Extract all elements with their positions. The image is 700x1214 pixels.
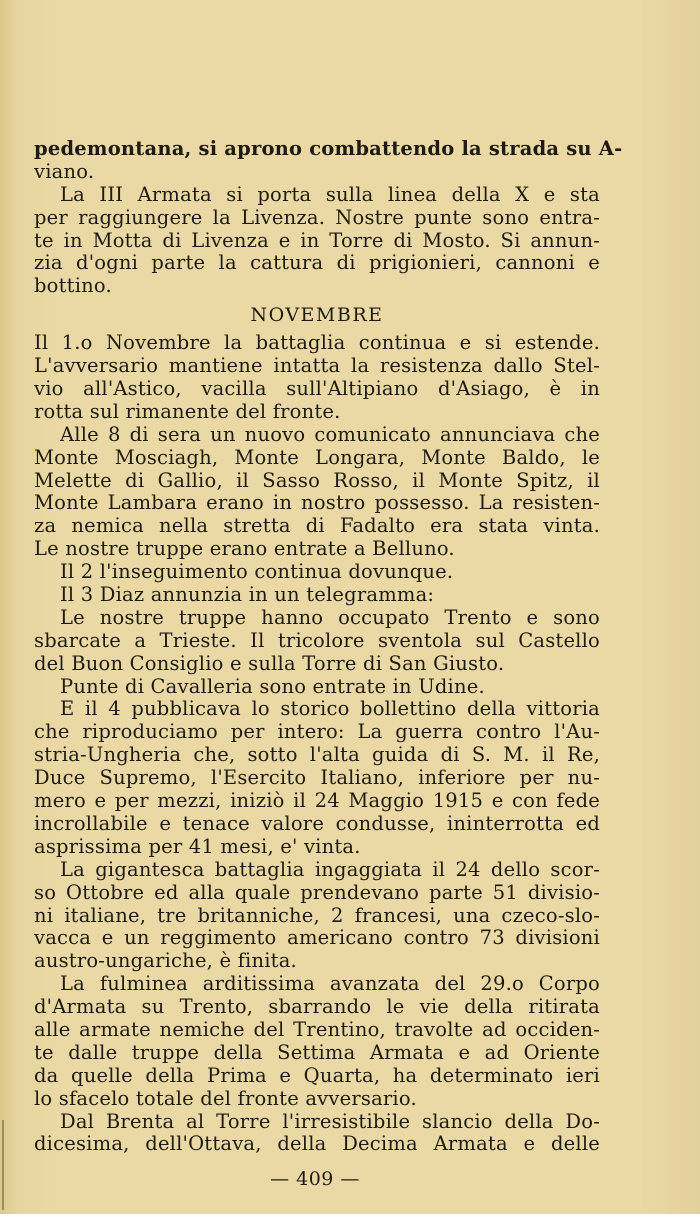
text-line: sbarcate a Trieste. Il tricolore sventola sul Castello — [34, 628, 600, 652]
text-line: lo sfacelo totale del fronte avversario. — [34, 1086, 417, 1110]
section-heading: NOVEMBRE — [250, 304, 384, 327]
text-line: da quelle della Prima e Quarta, ha determinato ieri — [34, 1063, 600, 1087]
text-line: Alle 8 di sera un nuovo comunicato annunciava che — [60, 422, 600, 446]
text-line: Duce Supremo, l'Esercito Italiano, inferiore per nu- — [34, 766, 600, 790]
text-line: ni italiane, tre britanniche, 2 francesi, una czeco-slo- — [34, 903, 600, 927]
text-line: austro-ungariche, è finita. — [34, 949, 297, 973]
text-line: Monte Lambara erano in nostro possesso. La resisten- — [34, 491, 600, 515]
text-line: Dal Brenta al Torre l'irresistibile slancio della Do- — [60, 1109, 600, 1133]
page-edge-mark — [2, 1120, 4, 1210]
text-line: Il 1.o Novembre la battaglia continua e si estende. — [34, 331, 600, 355]
text-line: Punte di Cavalleria sono entrate in Udine. — [60, 674, 485, 698]
text-line: te in Motta di Livenza e in Torre di Mosto. Si annun- — [34, 228, 600, 252]
text-line: per raggiungere la Livenza. Nostre punte sono entra- — [34, 205, 600, 229]
text-line: zia d'ogni parte la cattura di prigionieri, cannoni e — [34, 251, 600, 275]
text-line: alle armate nemiche del Trentino, travolte ad occiden- — [34, 1017, 600, 1041]
text-line: E il 4 pubblicava lo storico bollettino della vittoria — [60, 697, 600, 721]
page-number: — 409 — — [270, 1168, 360, 1190]
text-line: stria-Ungheria che, sotto l'alta guida di S. M. il Re, — [34, 743, 600, 767]
text-line: L'avversario mantiene intatta la resistenza dallo Stel- — [34, 354, 600, 378]
text-line: Le nostre truppe erano entrate a Belluno. — [34, 537, 455, 561]
text-line: rotta sul rimanente del fronte. — [34, 399, 341, 423]
text-line: La gigantesca battaglia ingaggiata il 24 dello scor- — [60, 857, 600, 881]
text-line: Il 3 Diaz annunzia in un telegramma: — [60, 583, 435, 607]
text-line: incrollabile e tenace valore condusse, ininterrotta ed — [34, 811, 600, 835]
text-line: bottino. — [34, 274, 112, 298]
text-line: vacca e un reggimento americano contro 73 divisioni — [34, 926, 600, 950]
text-line: pedemontana, si aprono combattendo la strada su A- — [34, 137, 623, 160]
text-line: d'Armata su Trento, sbarrando le vie della ritirata — [34, 995, 600, 1019]
text-line: viano. — [34, 159, 95, 183]
text-line: Le nostre truppe hanno occupato Trento e sono — [60, 605, 600, 629]
text-line: Melette di Gallio, il Sasso Rosso, il Monte Spitz, il — [34, 468, 600, 492]
text-line: che riproduciamo per intero: La guerra contro l'Au- — [34, 720, 600, 744]
text-line: so Ottobre ed alla quale prendevano parte 51 divisio- — [34, 880, 600, 904]
text-line: asprissima per 41 mesi, e' vinta. — [34, 834, 361, 858]
text-line: Monte Mosciagh, Monte Longara, Monte Baldo, le — [34, 445, 600, 469]
text-line: La fulminea arditissima avanzata del 29.o Corpo — [60, 972, 600, 996]
body-text — [34, 137, 623, 1156]
text-line: dicesima, dell'Ottava, della Decima Armata e delle — [34, 1132, 600, 1156]
text-line: vio all'Astico, vacilla sull'Altipiano d'Asiago, è in — [34, 377, 600, 401]
text-line: Il 2 l'inseguimento continua dovunque. — [60, 560, 454, 584]
text-line: La III Armata si porta sulla linea della X e sta — [60, 182, 600, 206]
text-line: mero e per mezzi, iniziò il 24 Maggio 1915 e con fede — [34, 789, 600, 813]
text-line: del Buon Consiglio e sulla Torre di San Giusto. — [34, 651, 505, 675]
text-line: te dalle truppe della Settima Armata e ad Oriente — [34, 1040, 600, 1064]
text-line: za nemica nella stretta di Fadalto era stata vinta. — [34, 514, 600, 538]
